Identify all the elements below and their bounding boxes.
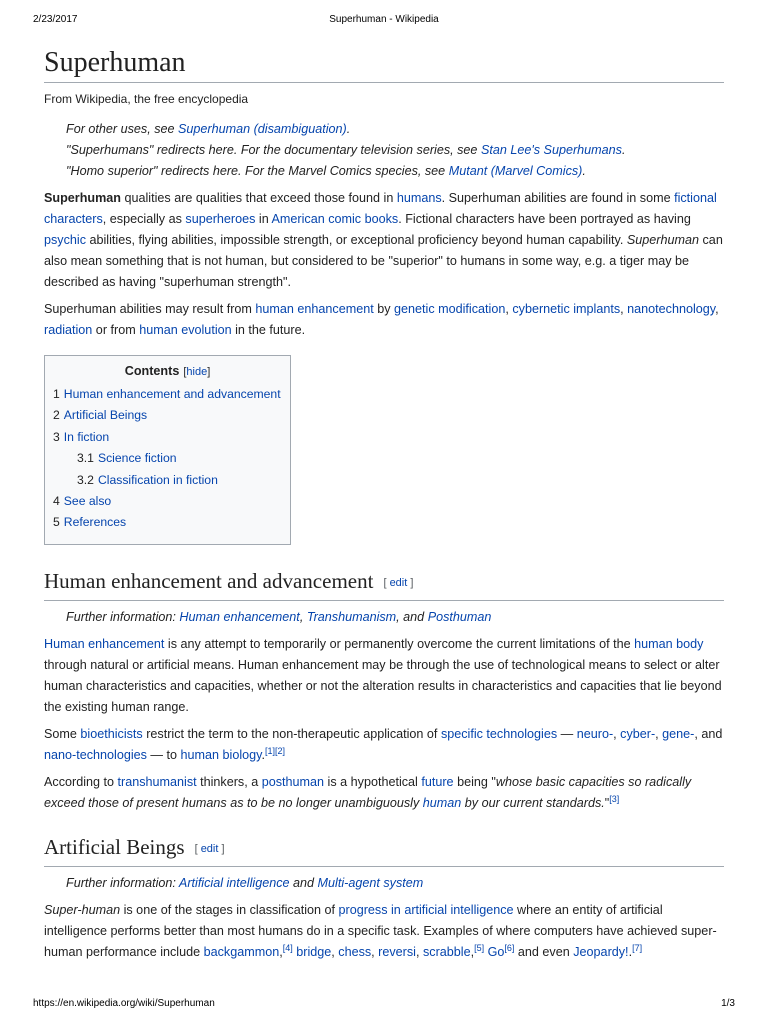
toc-title: Contents [hide] <box>124 364 211 378</box>
toc-item[interactable]: 3 In fiction <box>53 429 110 444</box>
citation-5[interactable]: [5] <box>474 942 485 953</box>
print-footer <box>33 998 735 1012</box>
hatnote: "Homo superior" redirects here. For the Marvel Comics species, see Mutant (Marvel Comics). <box>66 164 586 178</box>
citation-7[interactable]: [7] <box>632 942 643 953</box>
link-human-enhancement-further[interactable]: Human enhancement <box>179 609 300 624</box>
citation-1[interactable]: [1] <box>265 745 276 756</box>
link-radiation[interactable]: radiation <box>44 323 93 337</box>
link-fictional-characters[interactable]: fictional characters <box>44 191 717 226</box>
link-human-enhancement-body[interactable]: Human enhancement <box>44 636 165 651</box>
toc-item[interactable]: 3.2 Classification in fiction <box>77 472 218 487</box>
print-url: https://en.wikipedia.org/wiki/Superhuman <box>33 998 215 1009</box>
citation-4[interactable]: [4] <box>282 942 293 953</box>
link-scrabble[interactable]: scrabble <box>422 944 471 959</box>
paragraph: According to transhumanist thinkers, a posthuman is a hypothetical future being "whose basic capacities so radically exceed those of present humans as to be no longer unambiguously human by our current standards."[3] <box>44 774 692 810</box>
print-header <box>33 14 735 28</box>
paragraph: Some bioethicists restrict the term to the non-therapeutic application of specific technologies — neuro-, cyber-, gene-, and nano-technologies — to human biology.[1][2] <box>44 726 723 762</box>
section-heading-artificial-beings: Artificial Beings [ edit ] <box>44 834 724 867</box>
link-artificial-intelligence[interactable]: Artificial intelligence <box>178 875 290 890</box>
link-transhumanist[interactable]: transhumanist <box>117 774 197 789</box>
link-go[interactable]: Go <box>487 944 505 959</box>
toc-item[interactable]: 2 Artificial Beings <box>53 408 148 423</box>
link-human-biology[interactable]: human biology <box>180 747 262 762</box>
citation-6[interactable]: [6] <box>504 942 515 953</box>
further-information: Further information: Human enhancement, Transhumanism, and Posthuman <box>66 609 492 624</box>
link-specific-technologies[interactable]: specific technologies <box>440 726 558 741</box>
print-date: 2/23/2017 <box>33 14 78 25</box>
link-posthuman-body[interactable]: posthuman <box>261 774 325 789</box>
link-reversi[interactable]: reversi <box>378 944 416 959</box>
link-bridge[interactable]: bridge <box>296 944 332 959</box>
paragraph: Human enhancement is any attempt to temporarily or permanently overcome the current limitations of the human body through natural or artificial means. Human enhancement may be through the use of technological means to select or alter human characteristics and capacities, whether or not the alteration results in characteristics and capacities that lie beyond the existing human range. <box>44 636 722 714</box>
link-multi-agent-system[interactable]: Multi-agent system <box>317 875 424 890</box>
page-title: Superhuman <box>44 46 724 83</box>
link-jeopardy[interactable]: Jeopardy! <box>573 944 629 959</box>
link-human[interactable]: human <box>422 795 462 810</box>
link-american-comic-books[interactable]: American comic books <box>271 212 399 226</box>
link-humans[interactable]: humans <box>396 191 442 205</box>
link-human-evolution[interactable]: human evolution <box>139 323 232 337</box>
link-stan-lees-superhumans[interactable]: Stan Lee's Superhumans <box>480 143 622 157</box>
table-of-contents <box>44 355 291 545</box>
link-nano-technologies[interactable]: nano-technologies <box>44 747 147 762</box>
link-posthuman[interactable]: Posthuman <box>427 609 492 624</box>
link-superheroes[interactable]: superheroes <box>185 212 256 226</box>
link-neuro[interactable]: neuro- <box>576 726 614 741</box>
page-number: 1/3 <box>721 998 735 1009</box>
link-superhuman-disambiguation[interactable]: Superhuman (disambiguation) <box>178 122 347 136</box>
site-subtitle: From Wikipedia, the free encyclopedia <box>44 92 249 106</box>
link-backgammon[interactable]: backgammon <box>203 944 280 959</box>
toc-hide-toggle[interactable]: hide <box>186 366 208 378</box>
toc-item[interactable]: 1 Human enhancement and advancement <box>53 387 281 401</box>
link-human-enhancement[interactable]: human enhancement <box>255 302 374 316</box>
link-future[interactable]: future <box>421 774 454 789</box>
link-cybernetic-implants[interactable]: cybernetic implants <box>512 302 621 316</box>
link-gene[interactable]: gene- <box>662 726 695 741</box>
citation-3[interactable]: [3] <box>609 793 620 804</box>
link-genetic-modification[interactable]: genetic modification <box>394 302 506 316</box>
edit-link[interactable]: edit <box>389 576 408 589</box>
edit-section: [ edit ] <box>383 576 414 589</box>
edit-section: [ edit ] <box>194 842 225 855</box>
link-bioethicists[interactable]: bioethicists <box>80 726 143 741</box>
edit-link[interactable]: edit <box>200 842 219 855</box>
toc-item[interactable]: 4 See also <box>53 494 112 509</box>
intro-paragraph: Superhuman qualities are qualities that exceed those found in humans. Superhuman abilities are found in some fictional characters, especially as superheroes in American comic books. Fictional characters have been portrayed as having psychic abilities, flying abilities, impossible strength, or exceptional proficiency beyond human capability. Superhuman can also mean something that is not human, but considered to be "superior" to humans in some way, e.g. a tiger may be described as having "superhuman strength". <box>44 191 723 289</box>
hatnote: For other uses, see Superhuman (disambiguation). <box>66 122 351 136</box>
hatnotes <box>44 119 724 182</box>
toc-item[interactable]: 3.1 Science fiction <box>77 451 177 466</box>
intro-paragraph-2: Superhuman abilities may result from human enhancement by genetic modification, cybernetic implants, nanotechnology, radiation or from human evolution in the future. <box>44 302 719 337</box>
hatnote: "Superhumans" redirects here. For the documentary television series, see Stan Lee's Superhumans. <box>66 143 626 157</box>
link-nanotechnology[interactable]: nanotechnology <box>627 302 716 316</box>
link-mutant-marvel-comics[interactable]: Mutant (Marvel Comics) <box>448 164 583 178</box>
toc-item[interactable]: 5 References <box>53 515 127 530</box>
print-title: Superhuman - Wikipedia <box>329 14 439 25</box>
link-human-body[interactable]: human body <box>634 636 704 651</box>
link-progress-in-ai[interactable]: progress in artificial intelligence <box>338 902 514 917</box>
further-information: Further information: Artificial intelligence and Multi-agent system <box>66 875 424 890</box>
link-psychic[interactable]: psychic <box>44 233 86 247</box>
paragraph: Super-human is one of the stages in classification of progress in artificial intelligence where an entity of artificial intelligence performs better than most humans do in a specific task. Examples of where computers have achieved super-human performance include backgammon,[4] bridge, chess, reversi, scrabble,[5] Go[6] and even Jeopardy!.[7] <box>44 902 717 959</box>
link-chess[interactable]: chess <box>338 944 372 959</box>
citation-2[interactable]: [2] <box>275 745 286 756</box>
article-content <box>44 46 724 969</box>
section-heading-human-enhancement: Human enhancement and advancement [ edit ] <box>44 568 724 601</box>
toc-list <box>53 384 282 534</box>
link-cyber[interactable]: cyber- <box>620 726 656 741</box>
link-transhumanism[interactable]: Transhumanism <box>306 609 397 624</box>
